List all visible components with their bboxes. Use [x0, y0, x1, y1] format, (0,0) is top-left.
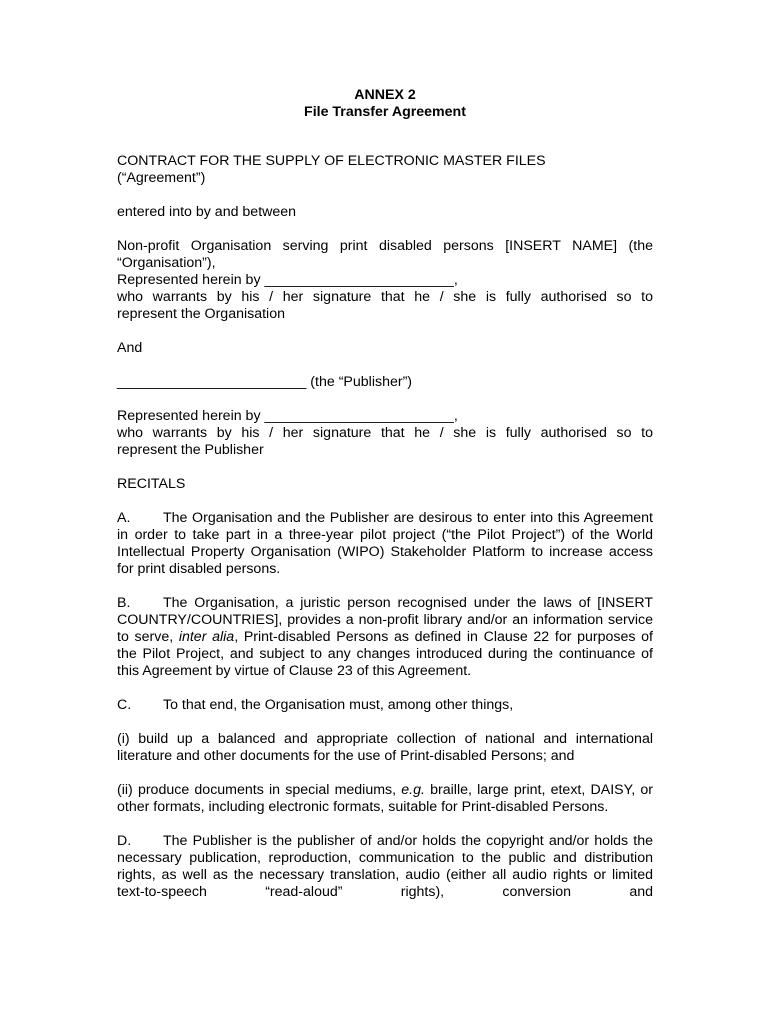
recital-d-label: D. [117, 833, 132, 849]
and-text: And [117, 340, 143, 356]
contract-heading [117, 153, 653, 187]
organisation-warrant-line1: who warrants by his / her signature that he / she is fully authorised so to [117, 289, 653, 305]
publisher-representative: Represented herein by ________________________, [117, 408, 458, 424]
organisation-representative: Represented herein by ________________________, [117, 272, 458, 288]
recital-c-item-ii-italic: e.g. [401, 782, 425, 798]
publisher-party-line: ________________________ (the “Publisher”) [117, 374, 413, 390]
recital-c-item-ii-text-1: (ii) produce documents in special mediums, [117, 782, 402, 798]
recital-a-text: The Organisation and the Publisher are desirous to enter into this Agreement in order to take part in a three-year pilot project (“the Pilot Project”) of the World Intellectual Property Organisation (WIPO) Stakeholder Platform to increase access for print disabled persons. [117, 510, 653, 577]
recital-b-text-2: , Print-disabled Persons as defined in Clause 22 for purposes of the Pilot Project, and subject to any changes introduced during the continuance of this Agreement by virtue of Clause 23 of this Agreement. [117, 629, 653, 679]
recitals-heading: RECITALS [117, 476, 186, 492]
document-page [117, 87, 653, 901]
recital-c-item-ii [117, 782, 653, 816]
organisation-warrant-line2: represent the Organisation [117, 306, 285, 322]
publisher-warrant-line1: who warrants by his / her signature that he / she is fully authorised so to [117, 425, 653, 441]
recital-d-text: The Publisher is the publisher of and/or holds the copyright and/or holds the necessary publication, reproduction, communication to the public and distribution rights, as well as the necessary translation, audio (either all audio rights or limited text-to-speech “read-aloud” rights), conversion and [117, 833, 653, 900]
document-title: File Transfer Agreement [304, 104, 466, 120]
recital-b [117, 595, 653, 680]
organisation-line2: “Organisation”), [117, 255, 216, 271]
recital-c [117, 697, 653, 714]
recital-b-label: B. [117, 595, 131, 611]
recital-a [117, 510, 653, 578]
organisation-line1: Non-profit Organisation serving print disabled persons [INSERT NAME] (the [117, 238, 653, 254]
publisher-party [117, 408, 653, 459]
recital-c-text: To that end, the Organisation must, among other things, [163, 697, 514, 713]
annex-label: ANNEX 2 [354, 87, 416, 103]
recital-c-label: C. [117, 697, 132, 713]
entered-into-text: entered into by and between [117, 204, 297, 220]
publisher-warrant-line2: represent the Publisher [117, 442, 264, 458]
recital-b-italic: inter alia [178, 629, 235, 645]
recital-d [117, 833, 653, 901]
recital-a-label: A. [117, 510, 131, 526]
recital-b-text-1: The Organisation, a juristic person recognised under the laws of [INSERT COUNTRY/COUNTRIES], provides a non-profit library and/or an information service to serve, [117, 595, 653, 645]
organisation-party [117, 238, 653, 323]
recital-c-item-i: (i) build up a balanced and appropriate collection of national and international literature and other documents for the use of Print-disabled Persons; and [117, 731, 653, 764]
contract-heading-line1: CONTRACT FOR THE SUPPLY OF ELECTRONIC MASTER FILES [117, 153, 546, 169]
recital-c-item-ii-text-2: braille, large print, etext, DAISY, or other formats, including electronic formats, suitable for Print-disabled Persons. [117, 782, 653, 815]
contract-heading-line2: (“Agreement”) [117, 170, 206, 186]
